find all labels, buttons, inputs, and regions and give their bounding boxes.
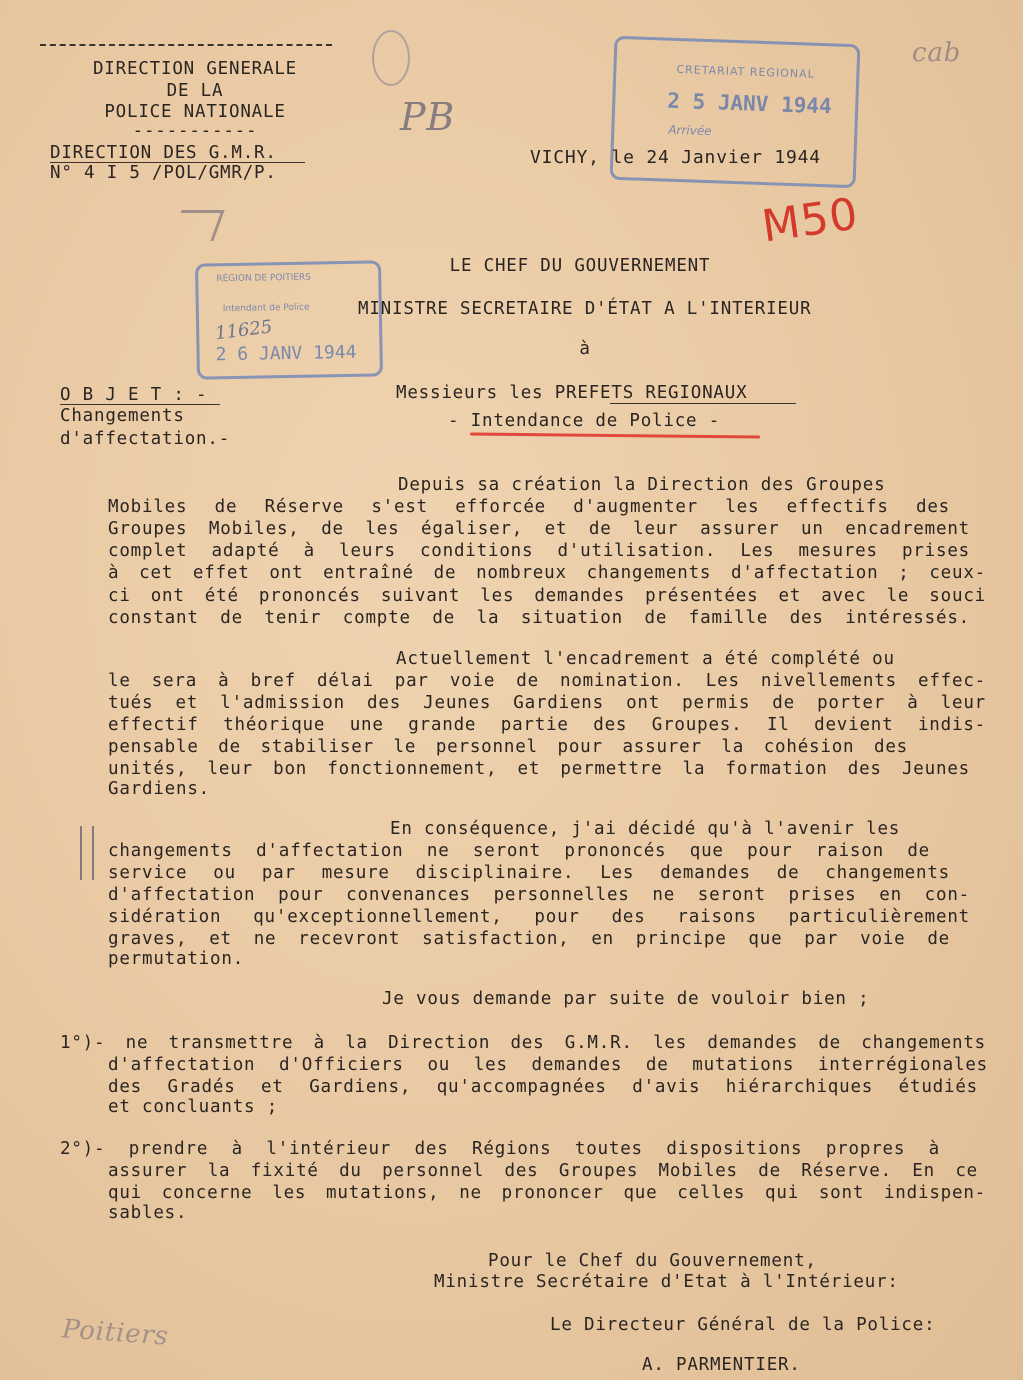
p3-line: sidération qu'exceptionnellement, pour des raisons particulièrement bbox=[108, 907, 970, 927]
recipient-intendance: - Intendance de Police - bbox=[448, 411, 721, 431]
p2-line: unités, leur bon fonctionnement, et permettre la formation des Jeunes bbox=[108, 759, 970, 779]
item2-line: 2°)- prendre à l'intérieur des Régions toutes dispositions propres à bbox=[60, 1139, 940, 1159]
item1-line: des Gradés et Gardiens, qu'accompagnées d'avis hiérarchiques étudiés bbox=[108, 1077, 978, 1097]
handwritten-initial-circle bbox=[372, 30, 410, 86]
p2-line: Actuellement l'encadrement a été complété ou bbox=[396, 649, 895, 669]
p3-line: permutation. bbox=[108, 949, 245, 969]
top-left-rule bbox=[40, 44, 332, 46]
p3-line: changements d'affectation ne seront prononcés que pour raison de bbox=[108, 841, 930, 861]
p3-line: service ou par mesure disciplinaire. Les demandes de changements bbox=[108, 863, 950, 883]
p2-line: effectif théorique une grande partie des Groupes. Il devient indis- bbox=[108, 715, 986, 735]
underline-prefets-regionaux bbox=[610, 403, 796, 404]
p1-line: constant de tenir compte de la situation de famille des intéressés. bbox=[108, 608, 970, 628]
signature-name: A. PARMENTIER. bbox=[642, 1355, 801, 1375]
stamp-region-label: RÉGION DE POITIERS bbox=[216, 272, 312, 285]
objet-label: O B J E T : - bbox=[60, 385, 208, 405]
p1-line: Depuis sa création la Direction des Groupes bbox=[398, 475, 886, 495]
stamp-region-date: 2 6 JANV 1944 bbox=[215, 341, 357, 366]
paragraph-4: Je vous demande par suite de vouloir bien ; bbox=[382, 989, 870, 1009]
header-underline bbox=[50, 162, 305, 163]
handwritten-margin-mark bbox=[80, 826, 94, 880]
item2-line: sables. bbox=[108, 1203, 188, 1223]
item1-line: d'affectation d'Officiers ou les demandes de mutations interrégionales bbox=[108, 1055, 988, 1075]
header-direction-generale: DIRECTION GENERALE bbox=[92, 59, 298, 79]
item1-line: 1°)- ne transmettre à la Direction des G.M.R. les demandes de changements bbox=[60, 1033, 986, 1053]
date-line: VICHY, le 24 Janvier 1944 bbox=[530, 147, 821, 168]
item2-line: assurer la fixité du personnel des Groupes Mobiles de Réserve. En ce bbox=[108, 1161, 978, 1181]
stamp-secretariat-date: 2 5 JANV 1944 bbox=[666, 88, 833, 119]
signature-line3: Le Directeur Général de la Police: bbox=[550, 1315, 936, 1335]
stamp-secretariat-label: CRETARIAT REGIONAL bbox=[676, 62, 815, 81]
signature-line1: Pour le Chef du Gouvernement, bbox=[488, 1251, 817, 1271]
objet-underline bbox=[60, 404, 220, 405]
p1-line: ci ont été prononcés suivant les demandes présentées et avec le souci bbox=[108, 586, 986, 606]
recipient-prefets: Messieurs les PREFETS REGIONAUX bbox=[396, 383, 748, 403]
p3-line: graves, et ne recevront satisfaction, en principe que par voie de bbox=[108, 929, 950, 949]
p1-line: complet adapté à leurs conditions d'utilisation. Les mesures prises bbox=[108, 541, 970, 561]
handwritten-left-scribble bbox=[170, 210, 224, 241]
p1-line: à cet effet ont entraîné de nombreux changements d'affectation ; ceux- bbox=[108, 563, 986, 583]
handwritten-poitiers: Poitiers bbox=[61, 1314, 170, 1352]
p2-line: tués et l'admission des Jeunes Gardiens ont permis de porter à leur bbox=[108, 693, 986, 713]
header-separator: ----------- bbox=[132, 121, 258, 141]
handwritten-cab: cab bbox=[912, 38, 962, 68]
stamp-register-number: 11625 bbox=[214, 316, 274, 345]
sender-ministre: MINISTRE SECRETAIRE D'ÉTAT A L'INTERIEUR bbox=[358, 299, 812, 319]
objet-line1: Changements bbox=[60, 406, 185, 426]
stamp-intendant-label: Intendant de Police bbox=[222, 302, 310, 315]
header-police-nationale: POLICE NATIONALE bbox=[104, 102, 286, 122]
header-direction-gmr: DIRECTION DES G.M.R. bbox=[50, 143, 277, 163]
handwritten-initials: PB bbox=[400, 95, 456, 139]
p3-line: En conséquence, j'ai décidé qu'à l'avenir les bbox=[390, 819, 901, 839]
red-underline-intendance bbox=[470, 432, 760, 438]
item2-line: qui concerne les mutations, ne prononcer que celles qui sont indispen- bbox=[108, 1183, 986, 1203]
sender-chef-gouvernement: LE CHEF DU GOUVERNEMENT bbox=[449, 256, 711, 276]
header-reference-number: N° 4 I 5 /POL/GMR/P. bbox=[50, 163, 277, 183]
signature-line2: Ministre Secrétaire d'Etat à l'Intérieur: bbox=[434, 1272, 899, 1292]
sender-a: à bbox=[579, 339, 591, 359]
header-de-la: DE LA bbox=[166, 81, 224, 101]
item1-line: et concluants ; bbox=[108, 1097, 279, 1117]
handwritten-m50: M50 bbox=[758, 188, 862, 253]
p2-line: le sera à bref délai par voie de nomination. Les nivellements effec- bbox=[108, 671, 986, 691]
stamp-secretariat-arrivee: Arrivée bbox=[668, 122, 712, 139]
p1-line: Mobiles de Réserve s'est efforcée d'augmenter les effectifs des bbox=[108, 497, 950, 517]
objet-line2: d'affectation.- bbox=[60, 429, 231, 449]
p2-line: Gardiens. bbox=[108, 779, 211, 799]
stamp-region-poitiers bbox=[195, 260, 383, 379]
p2-line: pensable de stabiliser le personnel pour assurer la cohésion des bbox=[108, 737, 908, 757]
p3-line: d'affectation pour convenances personnelles ne seront prises en con- bbox=[108, 885, 970, 905]
p1-line: Groupes Mobiles, de les égaliser, et de leur assurer un encadrement bbox=[108, 519, 970, 539]
